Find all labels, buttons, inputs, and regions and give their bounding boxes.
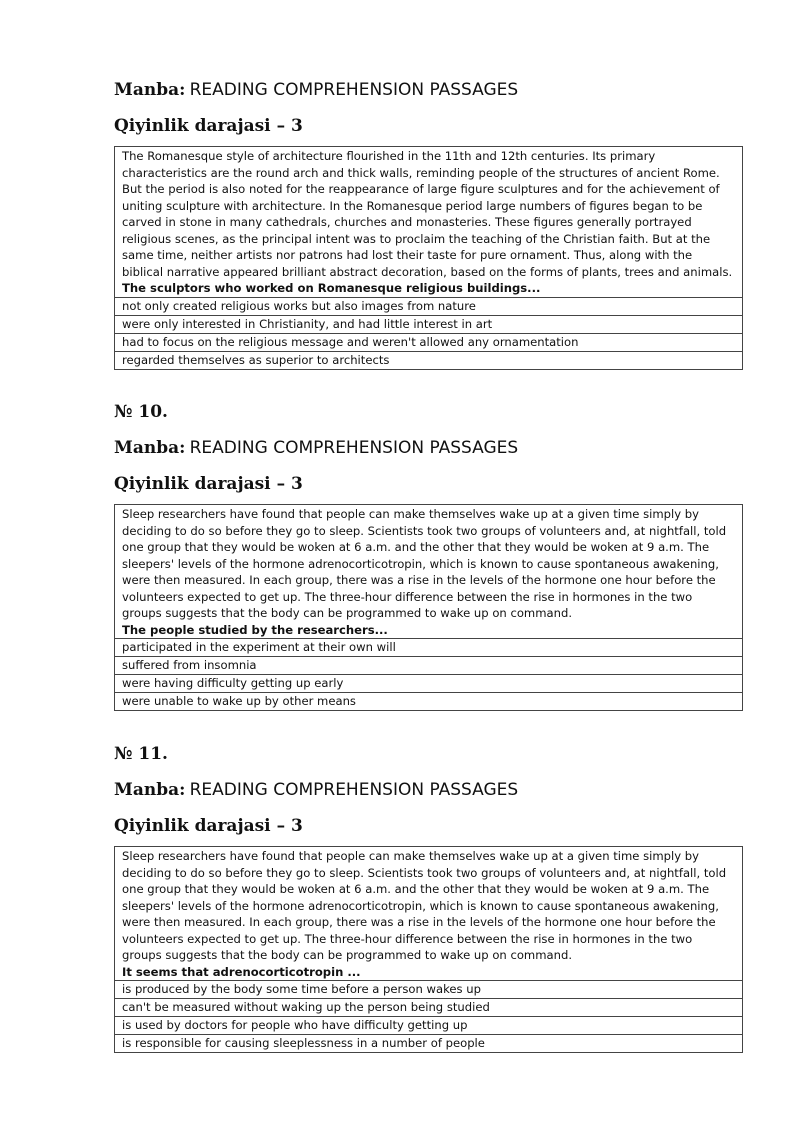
question-table: [114, 504, 743, 711]
source-label: Manba:: [114, 780, 186, 800]
question-block: [114, 743, 743, 1053]
answer-option[interactable]: is responsible for causing sleeplessness in a number of people: [115, 1034, 742, 1052]
source-line: [114, 437, 743, 459]
source-name: READING COMPREHENSION PASSAGES: [189, 80, 519, 100]
source-label: Manba:: [114, 80, 186, 100]
question-prompt: The sculptors who worked on Romanesque religious buildings...: [122, 281, 541, 295]
answer-option[interactable]: were only interested in Christianity, and had little interest in art: [115, 315, 742, 333]
question-table: [114, 846, 743, 1053]
question-number: № 11.: [114, 744, 168, 764]
source-label: Manba:: [114, 438, 186, 458]
answer-option[interactable]: suffered from insomnia: [115, 656, 742, 674]
question-prompt: The people studied by the researchers...: [122, 622, 388, 637]
answer-option[interactable]: is used by doctors for people who have difficulty getting up: [115, 1016, 742, 1034]
source-line: [114, 779, 743, 801]
answer-option[interactable]: can't be measured without waking up the person being studied: [115, 998, 742, 1016]
passage-text: The Romanesque style of architecture flourished in the 11th and 12th centuries. Its primary characteristics are the round arch and thick walls, reminding people of the structures of ancient Rome. But the period is also noted for the reappearance of large figure sculptures and for the achievement of uniting sculpture with architecture. In the Romanesque period large numbers of figures began to be carved in stone in many cathedrals, churches and monasteries. These figures generally portrayed religious scenes, as the principal intent was to proclaim the teaching of the Christian faith. But at the same time, neither artists nor patrons had lost their taste for pure ornament. Thus, along with the biblical narrative appeared brilliant abstract decoration, based on the forms of plants, trees and animals.: [122, 149, 733, 279]
answer-option[interactable]: were unable to wake up by other means: [115, 692, 742, 710]
answer-option[interactable]: is produced by the body some time before a person wakes up: [115, 980, 742, 998]
passage-text: Sleep researchers have found that people can make themselves wake up at a given time simply by deciding to do so before they go to sleep. Scientists took two groups of volunteers and, at nightfall, told one group that they would be woken at 6 a.m. and the other that they would be woken at 9 a.m. The sleepers' levels of the hormone adrenocorticotropin, which is known to cause spontaneous awakening, were then measured. In each group, there was a rise in the levels of the hormone one hour before the volunteers expected to get up. The three-hour difference between the rise in hormones in the two groups suggests that the body can be programmed to wake up on command.: [122, 849, 727, 962]
difficulty-level: Qiyinlik darajasi – 3: [114, 474, 303, 494]
source-name: READING COMPREHENSION PASSAGES: [189, 780, 519, 800]
passage-text: Sleep researchers have found that people can make themselves wake up at a given time simply by deciding to do so before they go to sleep. Scientists took two groups of volunteers and, at nightfall, told one group that they would be woken at 6 a.m. and the other that they would be woken at 9 a.m. The sleepers' levels of the hormone adrenocorticotropin, which is known to cause spontaneous awakening, were then measured. In each group, there was a rise in the levels of the hormone one hour before the volunteers expected to get up. The three-hour difference between the rise in hormones in the two groups suggests that the body can be programmed to wake up on command.: [122, 507, 727, 620]
source-line: [114, 79, 743, 101]
answer-option[interactable]: had to focus on the religious message and weren't allowed any ornamentation: [115, 333, 742, 351]
question-prompt: It seems that adrenocorticotropin ...: [122, 964, 361, 979]
answer-option[interactable]: were having difficulty getting up early: [115, 674, 742, 692]
answer-option[interactable]: participated in the experiment at their own will: [115, 638, 742, 656]
question-number: № 10.: [114, 402, 168, 422]
answer-option[interactable]: not only created religious works but also images from nature: [115, 297, 742, 315]
difficulty-level: Qiyinlik darajasi – 3: [114, 816, 303, 836]
difficulty-level: Qiyinlik darajasi – 3: [114, 116, 303, 136]
answer-option[interactable]: regarded themselves as superior to architects: [115, 351, 742, 369]
source-name: READING COMPREHENSION PASSAGES: [189, 438, 519, 458]
question-block: [114, 401, 743, 711]
question-table: [114, 146, 743, 370]
question-block: [114, 79, 743, 370]
